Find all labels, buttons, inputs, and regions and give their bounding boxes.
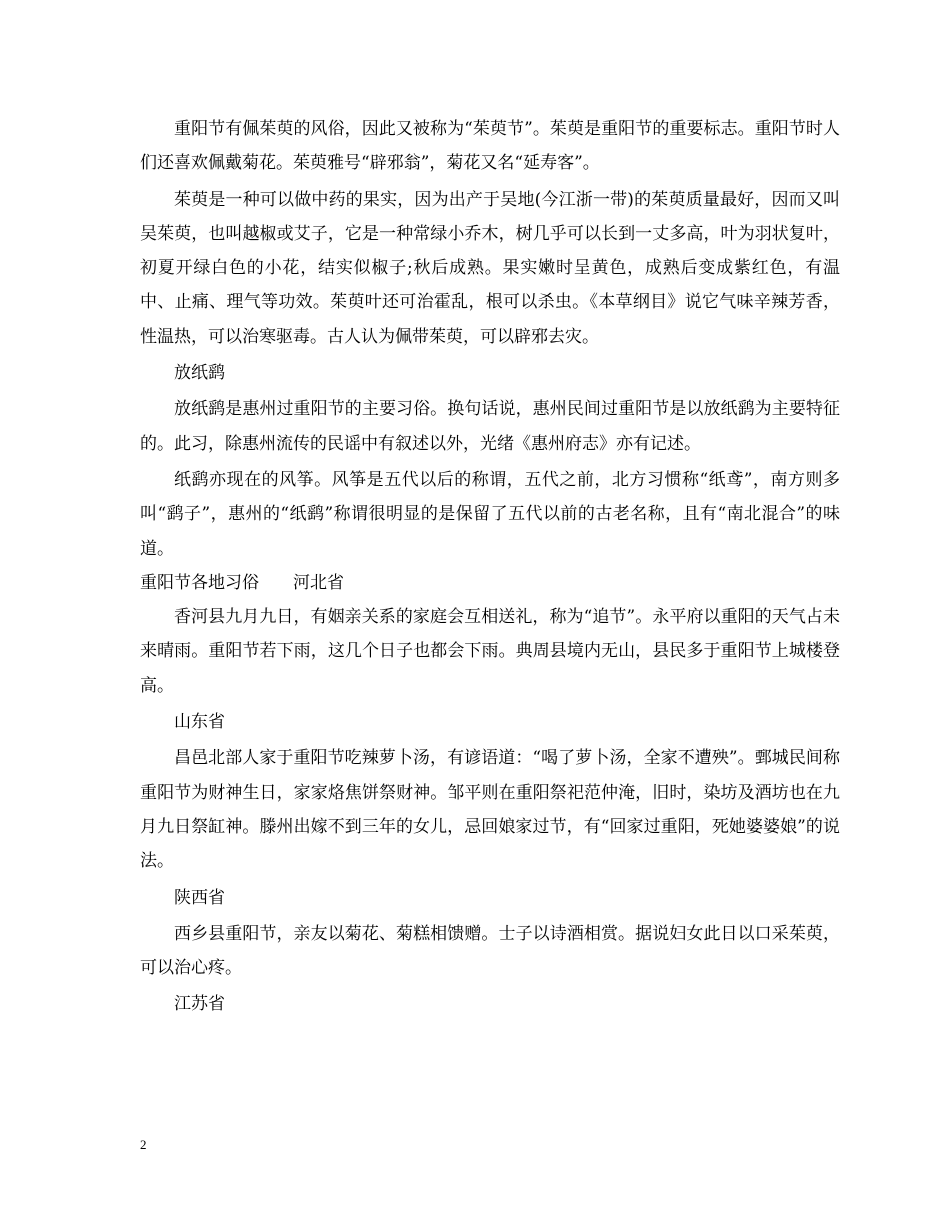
heading-shaanxi: 陕西省	[174, 887, 225, 908]
paragraph-huizhou-kites: 放纸鹞是惠州过重阳节的主要习俗。换句话说，惠州民间过重阳节是以放纸鹞为主要特征的。此习，除惠州流传的民谣中有叙述以外，光绪《惠州府志》亦有记述。	[140, 399, 840, 454]
paragraph-shaanxi-customs: 西乡县重阳节，亲友以菊花、菊糕相馈赠。士子以诗酒相赏。据说妇女此日以口采茱萸，可以治心疼。	[140, 923, 840, 979]
heading-shandong: 山东省	[174, 712, 225, 733]
document-body	[140, 112, 840, 1022]
heading-jiangsu: 江苏省	[174, 994, 225, 1015]
paragraph-zhuyu-description: 茱萸是一种可以做中药的果实，因为出产于吴地(今江浙一带)的茱萸质量最好，因而又叫吴茱萸，也叫越椒或艾子，它是一种常绿小乔木，树几乎可以长到一丈多高，叶为羽状复叶，初夏开绿白色的小花，结实似椒子;秋后成熟。果实嫩时呈黄色，成熟后变成紫红色，有温中、止痛、理气等功效。茱萸叶还可治霍乱，根可以杀虫。《本草纲目》说它气味辛辣芳香，性温热，可以治寒驱毒。古人认为佩带茱萸，可以辟邪去灾。	[140, 189, 840, 347]
paragraph-hebei-customs: 香河县九月九日，有姻亲关系的家庭会互相送礼，称为“追节”。永平府以重阳的天气占未来晴雨。重阳节若下雨，这几个日子也都会下雨。典周县境内无山，县民多于重阳节上城楼登高。	[140, 607, 840, 696]
paragraph-shandong-customs: 昌邑北部人家于重阳节吃辣萝卜汤，有谚语道：“喝了萝卜汤，全家不遭殃”。鄄城民间称重阳节为财神生日，家家烙焦饼祭财神。邹平则在重阳祭祀范仲淹，旧时，染坊及酒坊也在九月九日祭缸神。滕州出嫁不到三年的女儿，忌回娘家过节，有“回家过重阳，死她婆婆娘”的说法。	[140, 748, 840, 872]
page-number: 2	[140, 1137, 147, 1152]
heading-kite-flying: 放纸鹞	[174, 363, 225, 384]
heading-regional-customs-hebei: 重阳节各地习俗 河北省	[140, 572, 344, 593]
paragraph-zhuyu-festival: 重阳节有佩茱萸的风俗，因此又被称为“茱萸节”。茱萸是重阳节的重要标志。重阳节时人们还喜欢佩戴菊花。茱萸雅号“辟邪翁”，菊花又名“延寿客”。	[140, 119, 840, 174]
paragraph-kite-names: 纸鹞亦现在的风筝。风筝是五代以后的称谓，五代之前，北方习惯称“纸鸢”，南方则多叫“鹞子”，惠州的“纸鹞”称谓很明显的是保留了五代以前的古老名称，且有“南北混合”的味道。	[140, 469, 840, 559]
